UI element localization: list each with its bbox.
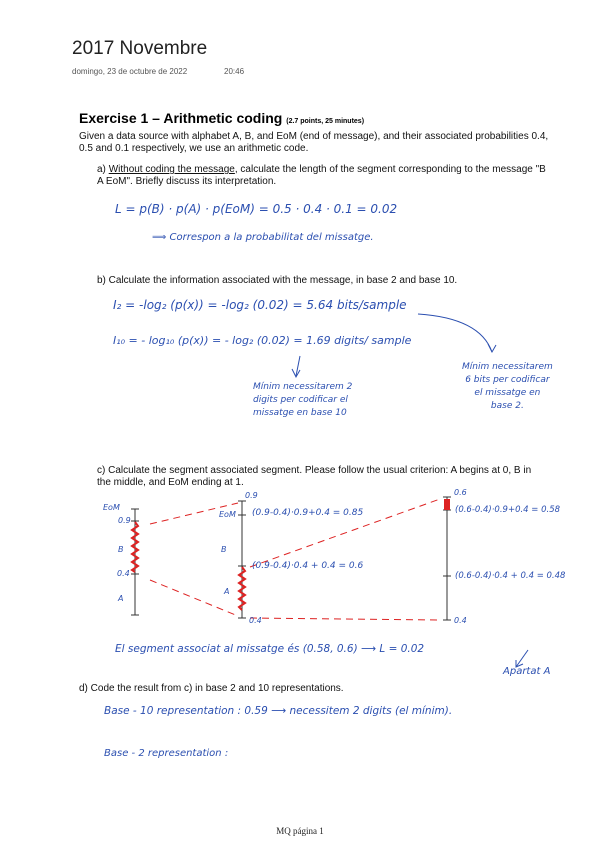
answer-d-line1: Base - 10 representation : 0.59 ⟶ necessitem 2 digits (el mínim). [104,705,453,717]
question-b: b) Calculate the information associated with the message, in base 2 and base 10. [97,275,458,286]
bar2-b-label: B [221,545,227,554]
question-a-underlined: Without coding the message [108,164,235,175]
bar2-calc-top: (0.9-0.4)·0.9+0.4 = 0.85 [252,508,364,518]
answer-c: El segment associat al missatge és (0.58, 0.6) ⟶ L = 0.02 [115,643,425,655]
note-right-line: 6 bits per codificar [465,375,550,385]
exercise-title-text: Exercise 1 – Arithmetic coding [79,110,283,126]
bar2-bottom-label: 0.4 [249,616,262,625]
question-c: c) Calculate the segment associated segment. Please follow the usual criterion: A begins at 0, B in the middle, and EoM ending at 1. [97,465,532,488]
answer-a-line2: ⟹ Correspon a la probabilitat del missatge. [152,232,374,243]
bar1-a-label: A [118,594,124,603]
bar3-bottom-label: 0.4 [454,616,467,625]
answer-b-line2: I₁₀ = - log₁₀ (p(x)) = - log₂ (0.02) = 1.69 digits/ sample [113,334,412,347]
note-right-line: Mínim necessitarem [462,362,553,372]
proj-1-bottom [150,580,238,616]
question-a-text: , calculate the length of the segment corresponding to the message "B A EoM". Briefly discuss its interpretation. [97,164,546,187]
bar3-top-label: 0.6 [454,488,467,497]
bar1-b-label: B [118,545,124,554]
note-left-line: Mínim necessitarem 2 [253,382,353,392]
answer-d-line2: Base - 2 representation : [104,748,229,759]
proj-2-bottom [250,618,440,620]
note-left-line: missatge en base 10 [253,408,347,418]
bar1-04-label: 0.4 [117,569,130,578]
exercise-title-note: (2.7 points, 25 minutes) [286,118,365,125]
bar3-calc-mid: (0.6-0.4)·0.4 + 0.4 = 0.48 [455,571,566,581]
page-title: 2017 Novembre [72,38,208,59]
answer-a-line1: L = p(B) · p(A) · p(EoM) = 0.5 · 0.4 · 0.1 = 0.02 [115,202,398,216]
bar1-eom-label: EoM [103,503,120,512]
arrow-to-note-right [418,314,492,352]
bar2-a-label: A [224,587,230,596]
bar1-09-label: 0.9 [118,516,131,525]
bar2-top-label: 0.9 [245,491,258,500]
note-left-line: digits per codificar el [253,395,348,405]
bar2-eom-label: EoM [219,510,236,519]
page-footer: MQ página 1 [276,826,324,836]
question-d: d) Code the result from c) in base 2 and 10 representations. [79,683,344,694]
note-right-line: el missatge en [474,388,541,398]
exercise-intro: Given a data source with alphabet A, B, and EoM (end of message), and their associated probabilities 0.4, 0.5 and 0.1 respectively, we use an arithmetic code. [79,131,549,154]
bar2-calc-mid: (0.9-0.4)·0.4 + 0.4 = 0.6 [252,561,364,571]
page-date: domingo, 23 de octubre de 2022 [72,67,188,76]
bar3-highlight [444,499,450,510]
question-a-prefix: a) [97,164,106,175]
note-right-line: base 2. [490,401,524,411]
bar3-calc-top: (0.6-0.4)·0.9+0.4 = 0.58 [455,505,561,515]
answer-c-note: Apartat A [503,666,551,677]
answer-b-line1: I₂ = -log₂ (p(x)) = -log₂ (0.02) = 5.64 bits/sample [113,298,407,312]
page-time: 20:46 [224,67,245,76]
